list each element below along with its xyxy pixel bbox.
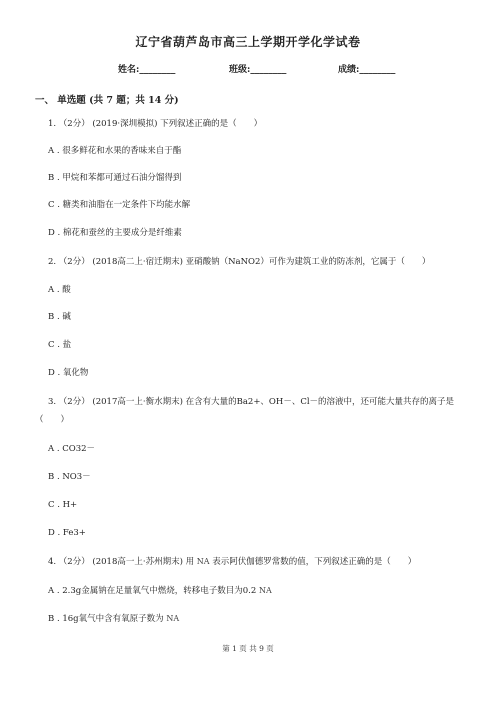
- question-1-option-a: A . 很多鲜花和水果的香味来自于酯: [48, 146, 182, 156]
- question-1-stem: 1. （2分） (2019·深圳模拟) 下列叙述正确的是（ ）: [48, 119, 263, 129]
- question-3-stem: 3. （2分） (2017高一上·衡水期末) 在含有大量的Ba2+、OH－、Cl－的溶液中，还可能大量共存的离子是: [48, 397, 455, 407]
- section-heading: 一、 单选题 (共 7 题；共 14 分): [35, 95, 179, 106]
- question-3-option-b: B . NO3－: [48, 472, 91, 482]
- question-2-option-b: B . 碱: [48, 312, 71, 322]
- page-title: 辽宁省葫芦岛市高三上学期开学化学试卷: [135, 35, 361, 49]
- question-2-option-c: C . 盐: [48, 340, 72, 350]
- question-4-option-b-text: B . 16g氧气中含有氧原子数为: [48, 614, 164, 624]
- question-1-option-c: C . 糖类和油脂在一定条件下均能水解: [48, 200, 191, 210]
- name-field: 姓名:________: [118, 65, 176, 75]
- question-3-stem-cont: （ ）: [35, 415, 70, 425]
- page-footer: 第 1 页 共 9 页: [222, 644, 274, 653]
- avogadro-symbol: NA: [166, 614, 180, 623]
- question-4-option-a-text: A . 2.3g金属钠在足量氧气中燃烧，转移电子数目为0.2: [48, 586, 257, 596]
- avogadro-symbol: NA: [196, 557, 210, 566]
- question-1-option-d: D . 棉花和蚕丝的主要成分是纤维素: [48, 228, 182, 238]
- question-2-stem: 2. （2分） (2018高二上·宿迁期末) 亚硝酸钠（NaNO2）可作为建筑工业的防冻剂，它属于（ ）: [48, 257, 431, 267]
- question-2-option-d: D . 氧化物: [48, 368, 89, 378]
- score-field: 成绩:________: [338, 65, 396, 75]
- question-4-stem-tail: 表示阿伏伽德罗常数的值，下列叙述正确的是（ ）: [212, 557, 417, 567]
- avogadro-symbol: NA: [258, 586, 272, 595]
- question-4-stem: [48, 556, 416, 568]
- question-3-option-a: A . CO32－: [48, 444, 96, 454]
- class-field: 班级:________: [229, 65, 287, 75]
- question-2-option-a: A . 酸: [48, 285, 71, 295]
- question-1-option-b: B . 甲烷和苯都可通过石油分馏得到: [48, 173, 182, 183]
- question-4-stem-head: 4. （2分） (2018高一上·苏州期末) 用: [48, 557, 195, 567]
- question-4-option-b: [48, 613, 179, 625]
- question-4-option-a: [48, 585, 272, 597]
- question-3-option-d: D . Fe3+: [48, 528, 86, 538]
- question-3-option-c: C . H+: [48, 500, 78, 510]
